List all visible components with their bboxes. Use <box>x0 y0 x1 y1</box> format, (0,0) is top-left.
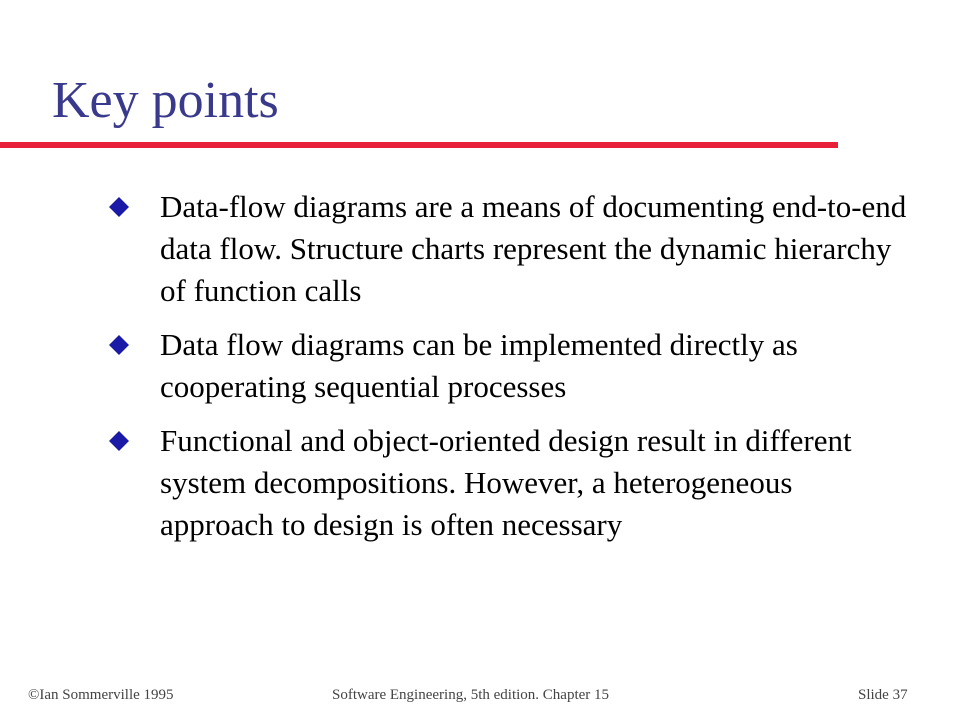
footer-copyright: ©Ian Sommerville 1995 <box>28 687 174 703</box>
bullet-item <box>108 186 908 312</box>
bullet-text: Functional and object-oriented design result in different system decompositions. However, a heterogeneous approach to design is often necessary <box>160 423 852 542</box>
bullet-text: Data-flow diagrams are a means of documenting end-to-end data flow. Structure charts represent the dynamic hierarchy of function calls <box>160 189 907 308</box>
title-underline <box>0 142 838 148</box>
diamond-bullet-icon <box>108 334 130 356</box>
slide-title: Key points <box>52 72 279 129</box>
footer-book-title: Software Engineering, 5th edition. Chapter 15 <box>332 687 610 703</box>
bullet-list <box>108 186 908 558</box>
bullet-text: Data flow diagrams can be implemented directly as cooperating sequential processes <box>160 327 798 404</box>
bullet-item <box>108 420 908 546</box>
diamond-bullet-icon <box>108 430 130 452</box>
diamond-bullet-icon <box>108 196 130 218</box>
footer-slide-number: Slide 37 <box>858 687 908 703</box>
bullet-item <box>108 324 908 408</box>
